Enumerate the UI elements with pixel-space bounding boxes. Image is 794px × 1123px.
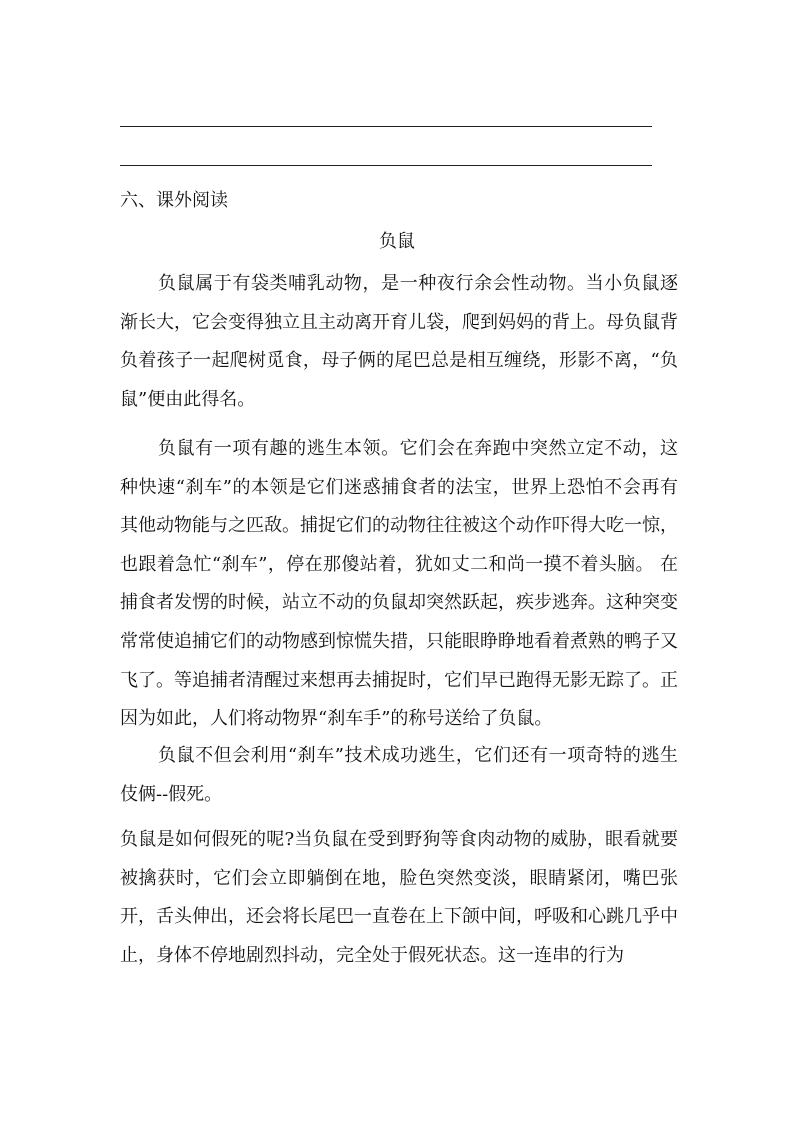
article-title: 负鼠 <box>379 231 415 252</box>
answer-blank-line <box>120 165 652 166</box>
paragraph-2: 负鼠有一项有趣的逃生本领。它们会在奔跑中突然立定不动，这种快速“刹车”的本领是它们迷惑捕食者的法宝，世界上恐怕不会再有其他动物能与之匹敌。捕捉它们的动物往往被这个动作吓得大吃一惊，也跟着急忙“刹车”，停在那傻站着，犹如丈二和尚一摸不着头脑。 在捕食者发愣的时候，站立不动的负鼠却突然跃起，疾步逃奔。这种突变常常使追捕它们的动物感到惊慌失措，只能眼睁睁地看着煮熟的鸭子又飞了。等追捕者清醒过来想再去捕捉时，它们早已跑得无影无踪了。正因为如此，人们将动物界“刹车手”的称号送给了负鼠。 <box>120 438 678 730</box>
section-heading: 六、课外阅读 <box>120 190 228 211</box>
paragraph-4: 负鼠是如何假死的呢?当负鼠在受到野狗等食肉动物的威胁，眼看就要被擒获时，它们会立即躺倒在地，脸色突然变淡，眼睛紧闭，嘴巴张开，舌头伸出，还会将长尾巴一直卷在上下颌中间，呼吸和心跳几乎中止，身体不停地剧烈抖动，完全处于假死状态。这一连串的行为 <box>120 829 678 966</box>
paragraph-1: 负鼠属于有袋类哺乳动物，是一种夜行余会性动物。当小负鼠逐渐长大，它会变得独立且主动离开育儿袋，爬到妈妈的背上。母负鼠背负着孩子一起爬树觅食，母子俩的尾巴总是相互缠绕，形影不离，“负鼠”便由此得名。 <box>120 273 678 410</box>
paragraph-3: 负鼠不但会利用“刹车”技术成功逃生，它们还有一项奇特的逃生伎俩--假死。 <box>120 745 678 805</box>
answer-blank-line <box>120 126 652 127</box>
